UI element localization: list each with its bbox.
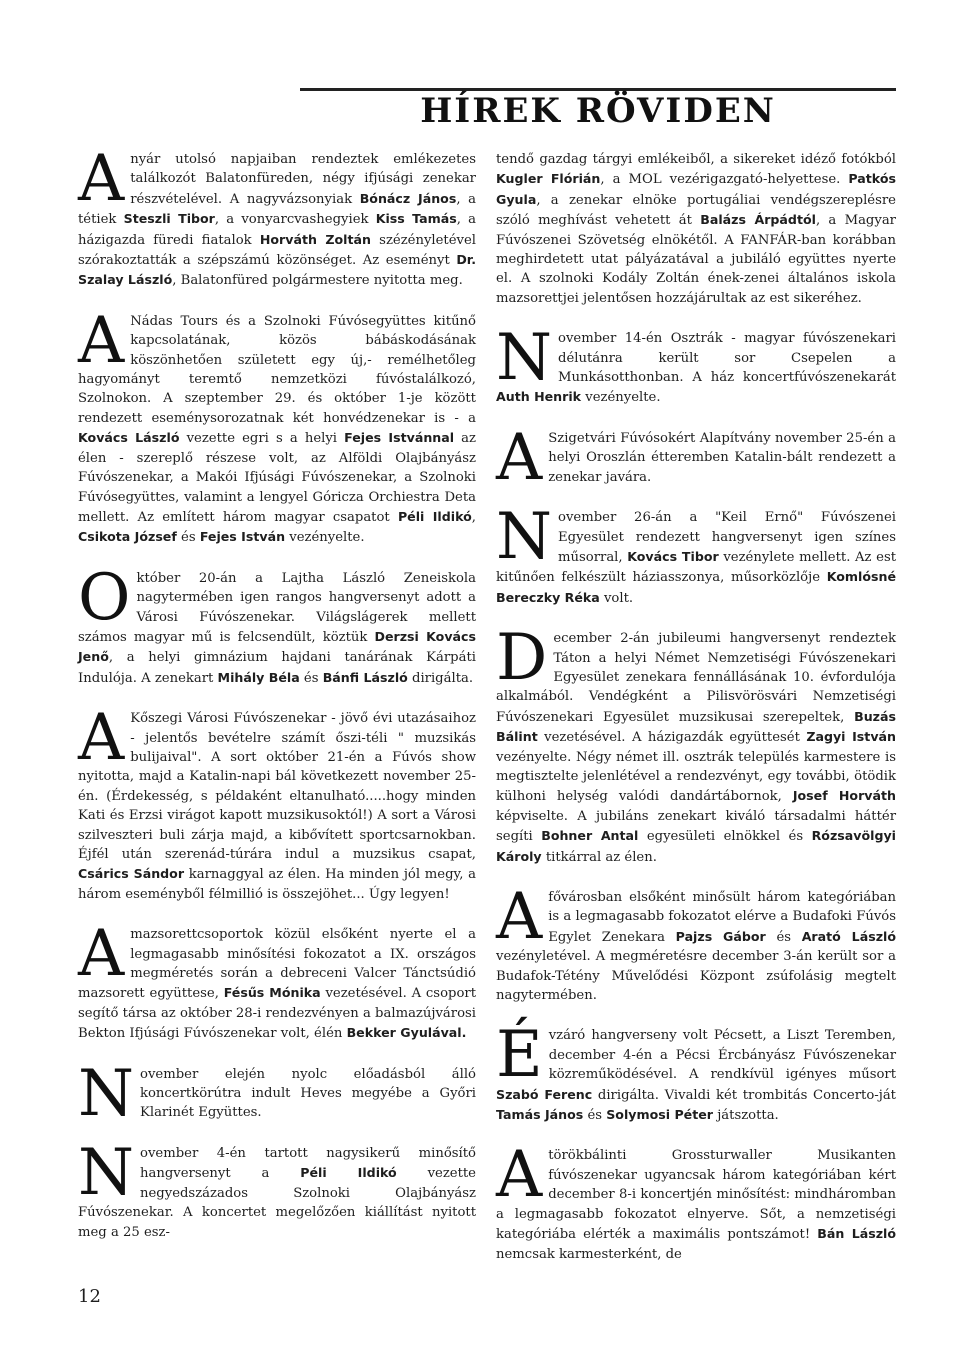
paragraph-text: mazsorettcsoportok közül elsőként nyerte el a legmagasabb minősítési fokozatot a IX. országos megméretés során a debreceni Valcer Tánctsúdió mazsorett együttese,	[78, 927, 476, 1002]
paragraph-text: vezényletével. A megméretésre december 3-án került sor a Budafok-Tétény Művelődési Központ zsúfolásig megtelt nagytermében.	[496, 949, 896, 1004]
paragraph-text: ovember elején nyolc előadásból álló koncertkörútra indult Heves megyébe a Győri Klarinét Együttes.	[140, 1066, 476, 1121]
paragraph-text: ovember 26-án a "Keil Ernő" Fúvószenei Egyesület rendezett hangversenyt igen színes műsorral,	[558, 510, 896, 565]
drop-cap: A	[496, 420, 543, 495]
person-name: Zagyi István	[806, 729, 896, 745]
news-item	[496, 1138, 897, 1263]
drop-cap: A	[78, 142, 125, 216]
paragraph-text: az élen - szereplő részese volt, az Alföldi Olajbányász Fúvószenekar, a Makói Ifjúsági Fúvószenekar, a Szolnoki Fúvósegyüttes, valamint a lengyel Góricza Orchiestra Deta mellett. Az említett három magyar csapatot	[78, 431, 476, 525]
paragraph-text: Szigetvári Fúvósokért Alapítvány november 25-én a helyi Oroszlán étteremben Katalin-bált rendezett a zenekar javára.	[548, 430, 896, 485]
drop-cap: D	[496, 621, 548, 696]
paragraph-text: karnaggyal az élen. Ha minden jól megy, a három eseményből félmillió is összejöhet... Úgy legyen!	[78, 867, 476, 902]
page-number: 12	[78, 1286, 101, 1307]
paragraph-text: , a Magyar Fúvószenei Szövetség elnökétől. A FANFÁR-ban korábban meghirdetett utat pályázatával a jubiláló együttes nyerte el. A szolnoki Kodály Zoltán ének-zenei általános iskola mazsorettjei jelentősen hozzájárultak az est sikeréhez.	[496, 213, 896, 306]
news-item	[78, 303, 476, 548]
person-name: Pajzs Gábor	[675, 928, 766, 944]
news-item	[496, 321, 896, 408]
person-name: Kovács Tibor	[627, 548, 719, 564]
paragraph-text: vezénylete mellett. Az est kitűnően felkészült háziasszonya, műsorközlője	[496, 549, 897, 586]
news-item	[496, 1018, 896, 1125]
drop-cap: N	[78, 1135, 134, 1210]
paragraph-text: és	[765, 929, 802, 945]
paragraph-text: tendő gazdag tárgyi emlékeiből, a sikereket idéző fotókból	[496, 152, 896, 167]
person-name: Auth Henrik	[496, 389, 582, 405]
news-item	[78, 142, 476, 291]
paragraph-text: vezette egri s a helyi	[179, 431, 345, 447]
person-name: Dr. Szalay László	[78, 252, 476, 288]
person-name: Kovács László	[78, 430, 180, 446]
paragraph-text: képviselte. A jubiláns zenekart kiváló társadalmi háttér segíti	[496, 808, 896, 845]
person-name: Péli Ildikó	[397, 508, 472, 524]
person-name: Bónácz János	[359, 190, 457, 206]
news-item	[496, 420, 896, 495]
paragraph-text: , a MOL vezérigazgató-helyettese.	[600, 172, 849, 188]
person-name: Fejes Istvánnal	[344, 430, 455, 446]
paragraph-text: és	[176, 530, 200, 546]
person-name: Patkós Gyula	[496, 171, 896, 207]
paragraph-text: vezetésével. A házigazdák együttesét	[537, 730, 807, 746]
person-name: Csikota József	[78, 529, 177, 545]
person-name: Csárics Sándor	[78, 866, 185, 882]
person-name: Péli Ildikó	[300, 1165, 397, 1181]
drop-cap: A	[78, 917, 125, 992]
paragraph-text: volt.	[599, 590, 634, 606]
paragraph-text: ovember 14-én Osztrák - magyar fúvószenekari délutánra került sor Csepelen a Munkásotthonban. A ház koncertfúvószenekarát	[558, 331, 896, 386]
drop-cap: A	[78, 303, 125, 378]
paragraph-text: nyár utolsó napjaiban rendeztek emlékezetes találkozót Balatonfüreden, négy ifjúsági zenekar részvételével. A nagyvázsonyiak	[130, 152, 476, 207]
news-item	[78, 917, 477, 1043]
paragraph-text: nemcsak karmesterként, de	[496, 1246, 682, 1262]
paragraph-text: vzáró hangverseny volt Pécsett, a Liszt Teremben, december 4-én a Pécsi Ércbányász Fúvószenekar közreműködésével. A rendkívül igényes műsort	[548, 1028, 896, 1083]
paragraph-text: ecember 2-án jubileumi hangversenyt rendeztek Táton a helyi Német Nemzetiségi Fúvószenekari Egyesület zenekara fennállásának 10. évfordulója alkalmából. Vendégként a Pilisvörösvári Nemzetiségi Fúvószenekari Egyesület muzsikusai szerepeltek,	[496, 631, 896, 725]
drop-cap: N	[78, 1056, 134, 1131]
person-name: Bán László	[817, 1226, 897, 1242]
person-name: Horváth Zoltán	[259, 231, 371, 247]
person-name: Solymosi Péter	[606, 1107, 713, 1123]
drop-cap: A	[496, 880, 543, 954]
paragraph-text: szézényletével szórakoztatták a szépszámú közönséget. Az eseményt	[78, 232, 476, 269]
person-name: Bohner Antal	[541, 828, 639, 844]
paragraph-text: törökbálinti Grossturwaller Musikanten fúvószenekar ugyancsak három kategóriában kért december 8-i koncertjén minősítést: mindháromban a legmagasabb fokozatot elnyerve. Sőt, a nemzetiségi kategóriába elérték a maximális pontszámot!	[496, 1148, 896, 1243]
person-name: Steszli Tibor	[123, 211, 215, 227]
drop-cap: O	[78, 560, 131, 635]
person-name: Buzás Bálint	[496, 708, 896, 745]
paragraph-text: ovember 4-én tartott nagysikerű minősítő hangversenyt a	[140, 1145, 476, 1182]
paragraph-text: , a tétiek	[78, 191, 476, 228]
paragraph-text: vezényelte. Négy német ill. osztrák település karmestere is megtisztelte jelenlétével a rendezvényt, egy további, ötödik külhoni helység valódi dandártábornok,	[496, 749, 896, 805]
person-name: Fejes István	[199, 529, 286, 545]
paragraph-text: vezette negyedszázados Szolnoki Olajbányász Fúvószenekar. A koncertet megelőzően kiállítást nyitott meg a 25 esz-	[78, 1166, 476, 1240]
paragraph-text: vezényelte.	[285, 530, 365, 546]
paragraph-text: fővárosban elsőként minősült három kategóriában is a legmagasabb fokozatot elérve a Budafoki Fúvós Egylet Zenekara	[548, 890, 896, 945]
person-name: Josef Horváth	[792, 788, 896, 804]
drop-cap: N	[496, 321, 552, 396]
drop-cap: A	[78, 701, 125, 776]
news-item	[496, 880, 896, 1005]
paragraph-text: vezényelte.	[581, 390, 661, 406]
paragraph-text: któber 20-án a Lajtha László Zeneiskola nagytermében igen rangos hangversenyt adott a Városi Fúvószenekar. Világslágerek mellett számos magyar mű is felcsendült, köztük	[78, 570, 476, 645]
paragraph-text: vezetésével. A csoport segítő társa az október 28-i rendezvényen a balmazújvárosi Bekton Ifjúsági Fúvószenekar volt, élén	[78, 986, 477, 1042]
person-name: Kugler Flórián	[496, 171, 601, 187]
paragraph-text: játszotta.	[713, 1108, 779, 1124]
paragraph-text: dirigálta.	[407, 670, 474, 686]
person-name: Mihály Béla	[217, 669, 300, 685]
person-name: Szabó Ferenc	[496, 1086, 593, 1102]
news-item	[496, 150, 896, 308]
news-item	[496, 621, 896, 867]
paragraph-text: , Balatonfüred polgármestere nyitotta meg.	[172, 273, 463, 289]
paragraph-text: ,	[471, 509, 476, 525]
person-name: Kiss Tamás	[375, 211, 457, 227]
person-name: Komlósné Bereczky Réka	[496, 569, 896, 605]
paragraph-text: és	[299, 670, 323, 686]
paragraph-text: egyesületi elnökkel és	[638, 829, 812, 845]
left-column	[78, 142, 477, 1263]
paragraph-text: és	[583, 1108, 607, 1124]
drop-cap: A	[496, 1138, 543, 1213]
drop-cap: N	[496, 500, 552, 575]
person-name: Tamás János	[496, 1107, 584, 1123]
person-name: Derzsi Kovács Jenő	[78, 628, 477, 665]
person-name: Bánfi László	[322, 669, 408, 685]
paragraph-text: , a zenekar elnöke portugáliai vendégszereplésre szóló meghívást vehetett át	[496, 192, 896, 229]
news-item	[78, 701, 476, 904]
drop-cap: É	[496, 1018, 543, 1093]
news-item	[78, 1056, 476, 1131]
news-item	[78, 1135, 476, 1242]
paragraph-text: , a vonyarcvashegyiek	[214, 212, 376, 228]
paragraph-text: Kőszegi Városi Fúvószenekar - jövő évi utazásaihoz - jelentős bevételre számít őszi-téli " muzsikás bulijaival". A sort október 21-én a Fúvós show nyitotta, majd a Katalin-napi bál következett november 25-én. (Érdekesség, s példaként eltanulható.....hogy minden Kati és Erzsi virágot kapott muzsikusoktól!) A sort a Városi szilveszteri buli zárja majd, a kibővített sportcsarnokban. Éjfél után szerenád-túrára indul a muzsikus csapat,	[78, 711, 476, 862]
person-name: Fésűs Mónika	[223, 985, 321, 1001]
paragraph-text: Nádas Tours és a Szolnoki Fúvósegyüttes kitűnő kapcsolatának, közös bábáskodásának köszönhetően született egy új,- remélhetőleg hagyományt teremtő nemzetközi fúvóstalálkozó, Szolnokon. A szeptember 29. és október 1-je között rendezett eseménysorozatnak két honvédzenekar is - a	[78, 313, 476, 426]
paragraph-text: titkárral az élen.	[541, 849, 657, 865]
news-item	[496, 500, 897, 608]
paragraph-text: , a házigazda füredi fiatalok	[78, 212, 476, 248]
news-item	[78, 560, 477, 688]
person-name: Balázs Árpádtól	[700, 212, 816, 228]
right-column	[496, 150, 896, 1285]
paragraph-text: dirigálta. Vivaldi két trombitás Concerto-ját	[592, 1087, 896, 1103]
person-name: Bekker Gyulával.	[346, 1025, 467, 1041]
page-title: HÍREK RÖVIDEN	[420, 91, 776, 131]
paragraph-text: , a helyi gimnázium hajdani tanárának Kárpáti Indulója. A zenekart	[78, 650, 476, 686]
person-name: Rózsavölgyi Károly	[496, 828, 896, 864]
person-name: Arató László	[801, 928, 896, 944]
